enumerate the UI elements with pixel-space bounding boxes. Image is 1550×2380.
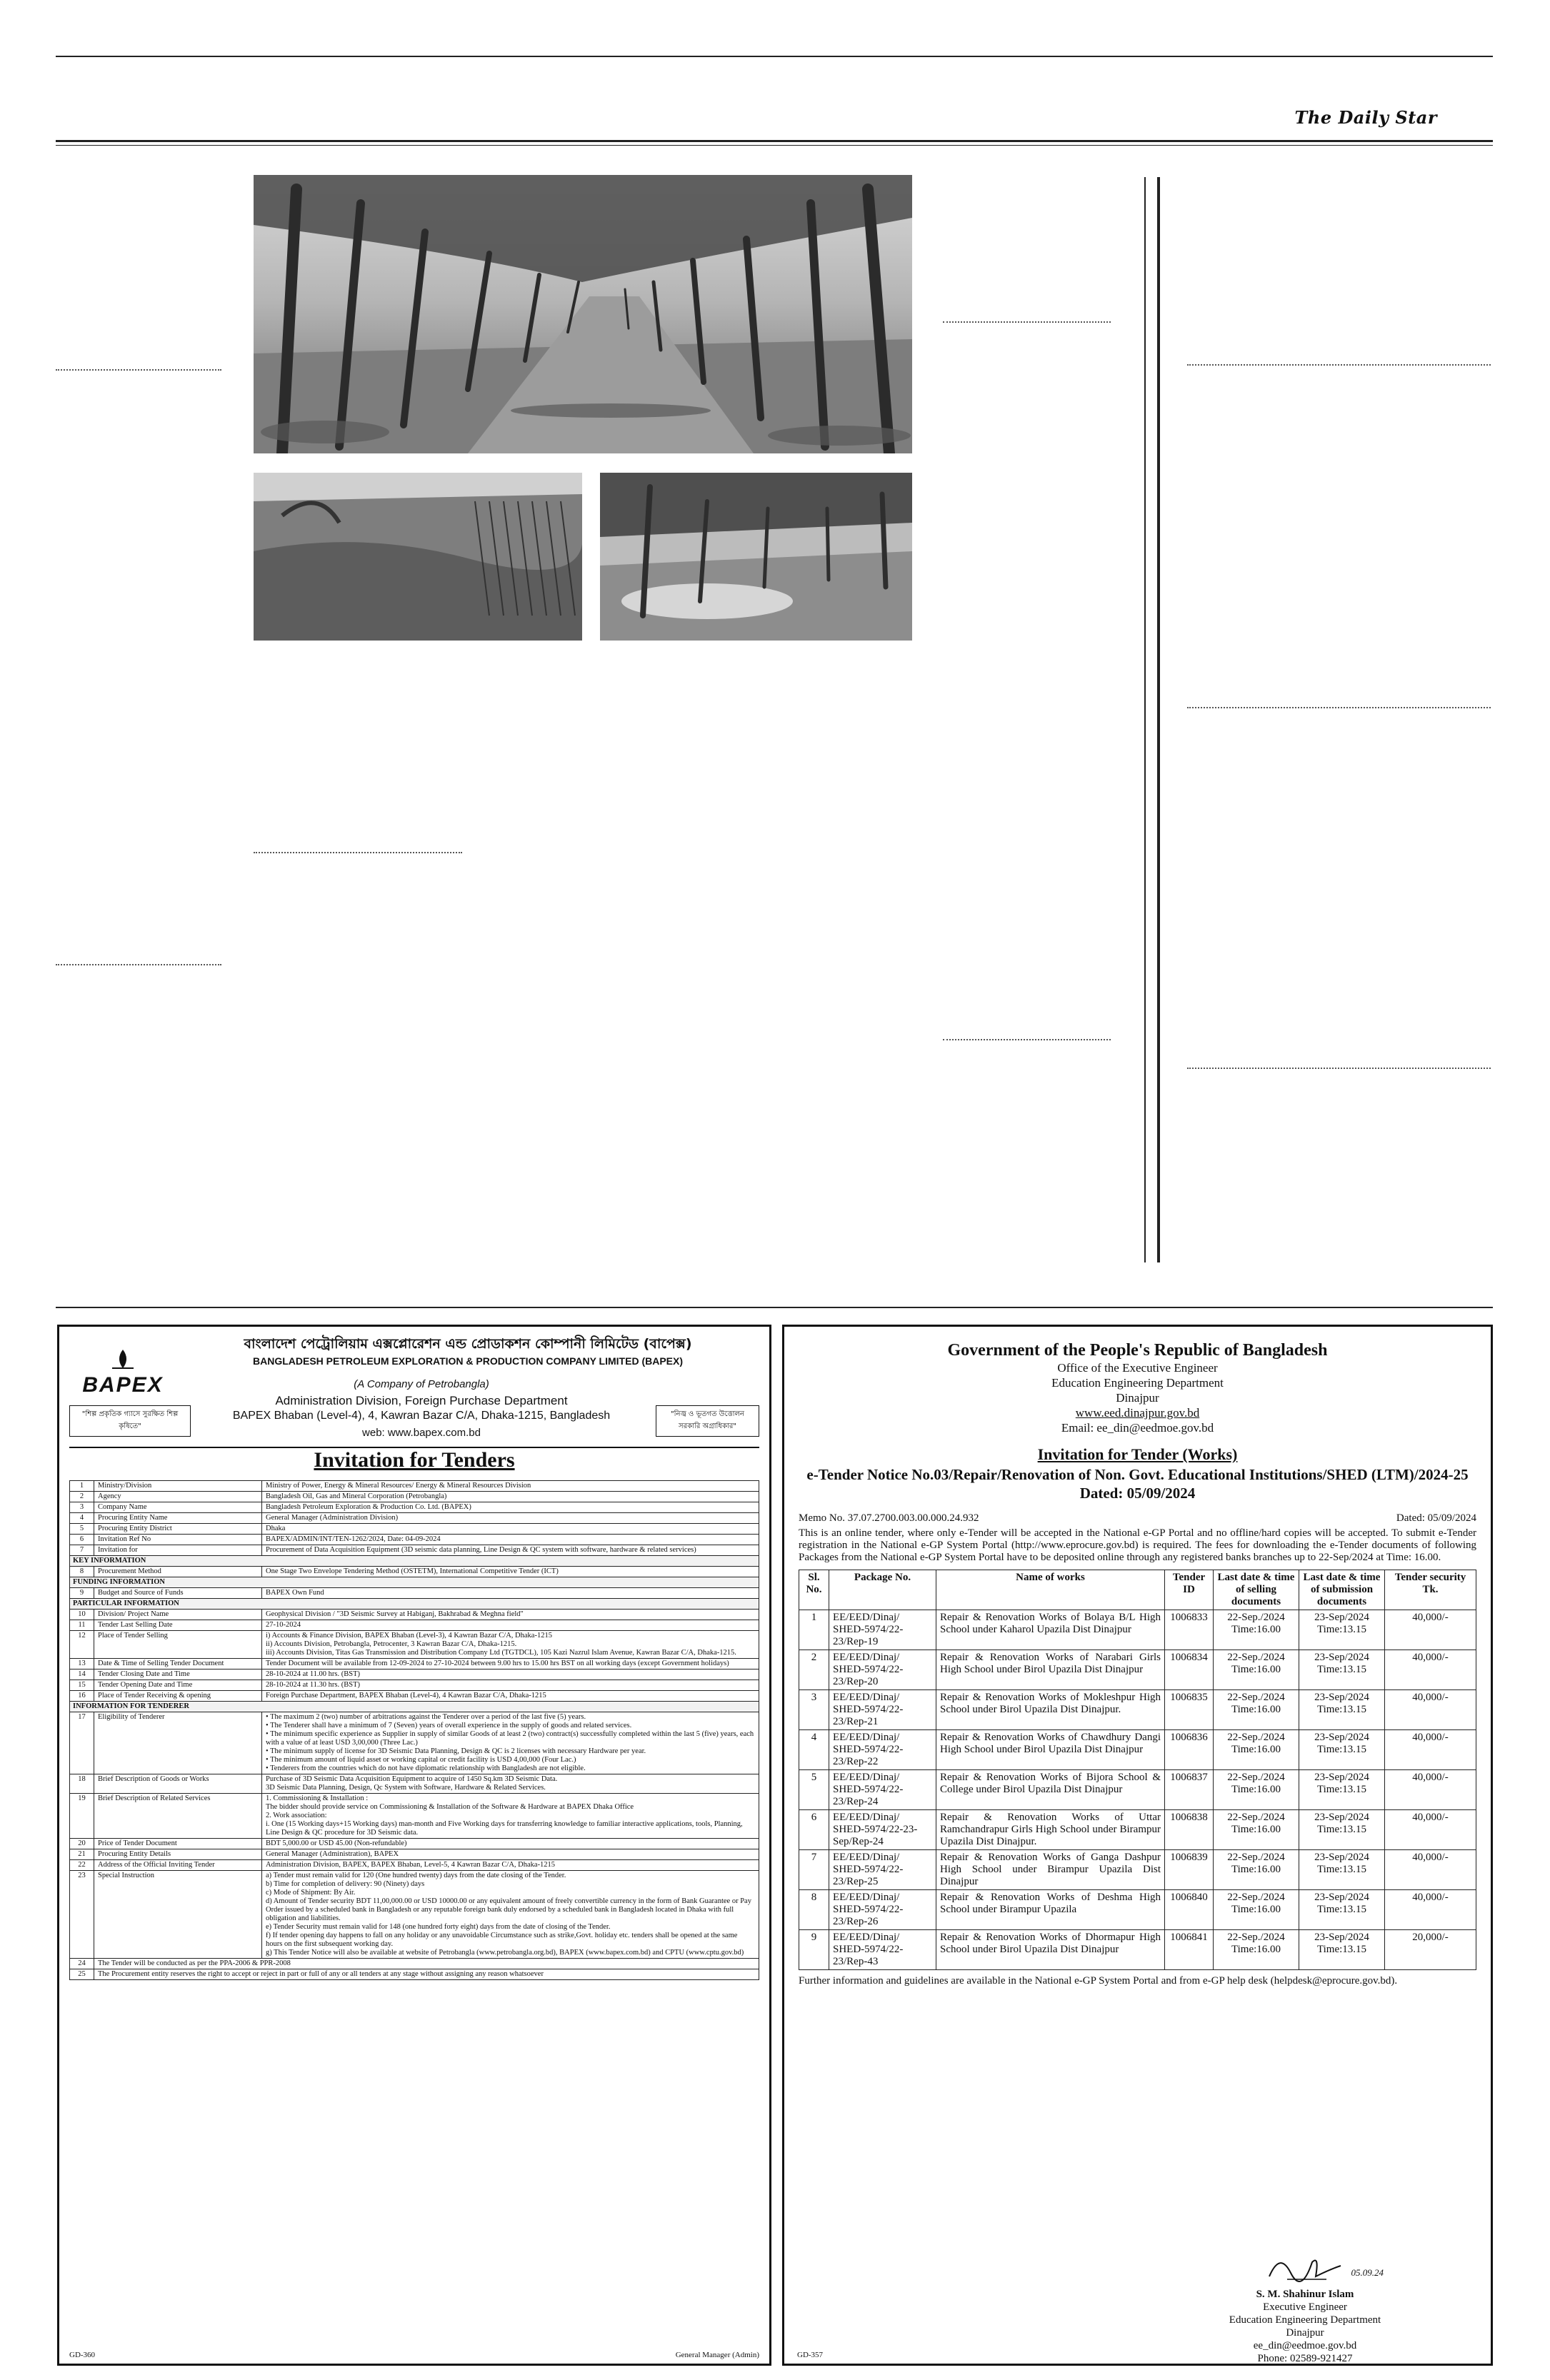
eed-memo-row xyxy=(799,1512,1476,1525)
selling-date-cell: 22-Sep./2024 Time:16.00 xyxy=(1214,1610,1299,1650)
row-number: 23 xyxy=(70,1871,94,1959)
row-key: Procuring Entity Name xyxy=(94,1513,262,1524)
row-value: General Manager (Administration), BAPEX xyxy=(262,1849,759,1860)
table-row xyxy=(799,1770,1476,1810)
security-cell: 40,000/- xyxy=(1385,1850,1476,1890)
serial-cell: 7 xyxy=(799,1850,829,1890)
row-value: BAPEX Own Fund xyxy=(262,1588,759,1599)
selling-date-cell: 22-Sep./2024 Time:16.00 xyxy=(1214,1810,1299,1850)
row-number: 24 xyxy=(70,1959,94,1969)
package-cell: EE/EED/Dinaj/ SHED-5974/22-23/Rep-26 xyxy=(829,1890,936,1930)
bapex-footer-code: GD-360 xyxy=(69,2351,96,2359)
section-header: INFORMATION FOR TENDERER xyxy=(70,1702,759,1712)
eed-further: Further information and guidelines are available in the National e-GP System Portal and from e-GP help desk (helpdesk@eprocure.gov.bd). xyxy=(799,1975,1398,1987)
column-separator xyxy=(1187,364,1491,366)
row-key: Address of the Official Inviting Tender xyxy=(94,1860,262,1871)
row-value: Administration Division, BAPEX, BAPEX Bhaban, Level-5, 4 Kawran Bazar C/A, Dhaka-1215 xyxy=(262,1860,759,1871)
row-key: Tender Last Selling Date xyxy=(94,1620,262,1631)
row-key: Brief Description of Related Services xyxy=(94,1794,262,1839)
eed-footer-code: GD-357 xyxy=(797,2351,824,2359)
table-row xyxy=(70,1774,759,1794)
table-row xyxy=(799,1930,1476,1970)
row-key: Place of Tender Selling xyxy=(94,1631,262,1659)
security-cell: 40,000/- xyxy=(1385,1730,1476,1770)
serial-cell: 3 xyxy=(799,1690,829,1730)
bapex-division: Administration Division, Foreign Purchase Department xyxy=(275,1394,568,1407)
eed-tender-table xyxy=(799,1570,1476,1970)
table-row xyxy=(70,1794,759,1839)
eed-gov: Government of the People's Republic of Bangladesh xyxy=(947,1341,1328,1360)
row-key: Brief Description of Goods or Works xyxy=(94,1774,262,1794)
masthead-rule-1 xyxy=(56,140,1493,142)
tender-id-cell: 1006836 xyxy=(1165,1730,1214,1770)
works-cell: Repair & Renovation Works of Mokleshpur High School under Birol Upazila Dist Dinajpur. xyxy=(936,1690,1165,1730)
works-cell: Repair & Renovation Works of Chawdhury Dangi High School under Birol Upazila Dist Dinajpur xyxy=(936,1730,1165,1770)
bapex-footer xyxy=(69,2351,759,2359)
submission-date-cell: 23-Sep/2024 Time:13.15 xyxy=(1299,1690,1385,1730)
damaged-road-photo-left xyxy=(254,473,582,641)
row-key: Date & Time of Selling Tender Document xyxy=(94,1659,262,1669)
table-row xyxy=(70,1567,759,1577)
col-package: Package No. xyxy=(829,1570,936,1610)
column-separator xyxy=(1187,1068,1491,1069)
row-number: 13 xyxy=(70,1659,94,1669)
row-number: 15 xyxy=(70,1680,94,1691)
section-header: KEY INFORMATION xyxy=(70,1556,759,1567)
row-number: 9 xyxy=(70,1588,94,1599)
row-value: Procurement of Data Acquisition Equipment (3D seismic data planning, Line Design & QC system with software, hardware & related services) xyxy=(262,1545,759,1556)
row-key: Budget and Source of Funds xyxy=(94,1588,262,1599)
bapex-bengali-title: বাংলাদেশ পেট্রোলিয়াম এক্সপ্লোরেশন এন্ড প্রোডাকশন কোম্পানী লিমিটেড (বাপেক্স) xyxy=(244,1336,692,1352)
bapex-header xyxy=(69,1334,759,1473)
submission-date-cell: 23-Sep/2024 Time:13.15 xyxy=(1299,1930,1385,1970)
ads-top-rule xyxy=(56,1307,1493,1308)
row-value: BAPEX/ADMIN/INT/TEN-1262/2024, Date: 04-09-2024 xyxy=(262,1535,759,1545)
row-number: 25 xyxy=(70,1969,94,1980)
col-works: Name of works xyxy=(936,1570,1165,1610)
row-value: 1. Commissioning & Installation : The bidder should provide service on Commissioning & Installation of the Software & Hardware at BAPEX Dhaka Office 2. Work association: i. One (15 Working days+15 Working days) man-month and Five Working days for transferring knowledge to familiar interactive applications, tools, Planning, Line Design & QC procedure for 3D Seismic data. xyxy=(262,1794,759,1839)
table-row xyxy=(70,1513,759,1524)
row-key: The Tender will be conducted as per the PPA-2006 & PPR-2008 xyxy=(94,1959,759,1969)
tender-id-cell: 1006838 xyxy=(1165,1810,1214,1850)
serial-cell: 2 xyxy=(799,1650,829,1690)
bapex-tagline-right: "নিজ্ব ও ভূতগত উত্তোলন সরকারি অগ্রাধিকার" xyxy=(656,1405,759,1437)
submission-date-cell: 23-Sep/2024 Time:13.15 xyxy=(1299,1610,1385,1650)
handwritten-signature xyxy=(1198,2248,1412,2288)
row-value: BDT 5,000.00 or USD 45.00 (Non-refundable) xyxy=(262,1839,759,1849)
tender-id-cell: 1006839 xyxy=(1165,1850,1214,1890)
vertical-column-divider xyxy=(1144,177,1146,1262)
row-key: Procuring Entity Details xyxy=(94,1849,262,1860)
row-value: Ministry of Power, Energy & Mineral Resources/ Energy & Mineral Resources Division xyxy=(262,1481,759,1492)
row-number: 3 xyxy=(70,1502,94,1513)
row-key: Invitation Ref No xyxy=(94,1535,262,1545)
section-header-row xyxy=(70,1556,759,1567)
submission-date-cell: 23-Sep/2024 Time:13.15 xyxy=(1299,1890,1385,1930)
security-cell: 40,000/- xyxy=(1385,1610,1476,1650)
table-row xyxy=(70,1849,759,1860)
row-value: 27-10-2024 xyxy=(262,1620,759,1631)
eed-city: Dinajpur xyxy=(1116,1391,1159,1405)
table-row xyxy=(70,1524,759,1535)
table-row xyxy=(70,1492,759,1502)
masthead-logo: The Daily Star xyxy=(1294,107,1437,128)
row-number: 11 xyxy=(70,1620,94,1631)
tender-id-cell: 1006840 xyxy=(1165,1890,1214,1930)
table-row xyxy=(70,1959,759,1969)
row-key: Invitation for xyxy=(94,1545,262,1556)
eed-website-link[interactable]: www.eed.dinajpur.gov.bd xyxy=(1075,1406,1200,1420)
row-number: 19 xyxy=(70,1794,94,1839)
column-separator xyxy=(1187,707,1491,708)
selling-date-cell: 22-Sep./2024 Time:16.00 xyxy=(1214,1690,1299,1730)
col-sl: Sl. No. xyxy=(799,1570,829,1610)
table-row xyxy=(799,1730,1476,1770)
row-value: 28-10-2024 at 11.00 hrs. (BST) xyxy=(262,1669,759,1680)
table-row xyxy=(70,1610,759,1620)
row-value: One Stage Two Envelope Tendering Method (OSTETM), International Competitive Tender (ICT) xyxy=(262,1567,759,1577)
row-value: Bangladesh Oil, Gas and Mineral Corporation (Petrobangla) xyxy=(262,1492,759,1502)
works-cell: Repair & Renovation Works of Bolaya B/L High School under Kaharol Upazila Dist Dinajpur xyxy=(936,1610,1165,1650)
row-key: Company Name xyxy=(94,1502,262,1513)
submission-date-cell: 23-Sep/2024 Time:13.15 xyxy=(1299,1770,1385,1810)
signer-city: Dinajpur xyxy=(1286,2327,1324,2339)
row-number: 1 xyxy=(70,1481,94,1492)
bapex-footer-sign: General Manager (Admin) xyxy=(675,2351,759,2359)
table-row xyxy=(70,1680,759,1691)
table-row xyxy=(70,1502,759,1513)
section-header-row xyxy=(70,1702,759,1712)
eed-signature-block xyxy=(1198,2248,1412,2365)
row-key: Procurement Method xyxy=(94,1567,262,1577)
table-row xyxy=(70,1669,759,1680)
package-cell: EE/EED/Dinaj/ SHED-5974/22-23/Rep-22 xyxy=(829,1730,936,1770)
row-number: 5 xyxy=(70,1524,94,1535)
serial-cell: 5 xyxy=(799,1770,829,1810)
table-row xyxy=(70,1545,759,1556)
selling-date-cell: 22-Sep./2024 Time:16.00 xyxy=(1214,1850,1299,1890)
section-header-row xyxy=(70,1599,759,1610)
top-rule xyxy=(56,56,1493,57)
signer-title: Executive Engineer xyxy=(1263,2301,1347,2313)
table-row xyxy=(799,1890,1476,1930)
row-value: Dhaka xyxy=(262,1524,759,1535)
eed-dept: Education Engineering Department xyxy=(1051,1376,1224,1390)
security-cell: 40,000/- xyxy=(1385,1650,1476,1690)
eed-email: Email: ee_din@eedmoe.gov.bd xyxy=(1061,1421,1214,1435)
column-separator xyxy=(254,852,462,853)
security-cell: 40,000/- xyxy=(1385,1890,1476,1930)
works-cell: Repair & Renovation Works of Bijora School & College under Birol Upazila Dist Dinajpur xyxy=(936,1770,1165,1810)
package-cell: EE/EED/Dinaj/ SHED-5974/22-23/Rep-43 xyxy=(829,1930,936,1970)
row-number: 17 xyxy=(70,1712,94,1774)
row-value: 28-10-2024 at 11.30 hrs. (BST) xyxy=(262,1680,759,1691)
flooded-tree-lined-road-photo xyxy=(254,175,912,453)
works-cell: Repair & Renovation Works of Ganga Dashpur High School under Birampur Upazila Dist Dinajpur xyxy=(936,1850,1165,1890)
waterlogged-road-photo-right xyxy=(600,473,912,641)
serial-cell: 4 xyxy=(799,1730,829,1770)
serial-cell: 6 xyxy=(799,1810,829,1850)
eed-office: Office of the Executive Engineer xyxy=(1057,1361,1218,1375)
row-number: 8 xyxy=(70,1567,94,1577)
works-cell: Repair & Renovation Works of Uttar Ramchandrapur Girls High School under Birampur Upazila Dist Dinajpur. xyxy=(936,1810,1165,1850)
column-separator xyxy=(943,321,1111,323)
row-value: General Manager (Administration Division) xyxy=(262,1513,759,1524)
section-header-row xyxy=(70,1577,759,1588)
eed-intro: This is an online tender, where only e-Tender will be accepted in the National e-GP Portal and no offline/hard copies will be accepted. To submit e-Tender registration in the National e-GP System Portal (http://www.eprocure.gov.bd) is required. The fees for downloading the e-Tender documents of following Packages from the National e-GP System Portal have to be deposited online through any registered banks branches up to 22-Sep/2024 at Time: 16.00. xyxy=(799,1527,1476,1563)
row-key: Agency xyxy=(94,1492,262,1502)
tender-id-cell: 1006833 xyxy=(1165,1610,1214,1650)
submission-date-cell: 23-Sep/2024 Time:13.15 xyxy=(1299,1650,1385,1690)
row-key: Special Instruction xyxy=(94,1871,262,1959)
table-row xyxy=(799,1810,1476,1850)
serial-cell: 9 xyxy=(799,1930,829,1970)
bapex-heading: Invitation for Tenders xyxy=(314,1448,515,1472)
row-value: i) Accounts & Finance Division, BAPEX Bhaban (Level-3), 4 Kawran Bazar C/A, Dhaka-1215 ii) Accounts Division, Petrobangla, Petrocenter, 3 Kawran Bazar C/A, Dhaka-1215. iii) Accounts Division, Titas Gas Transmission and Distribution Company Ltd (TGTDCL), 105 Kazi Nazrul Islam Avenue, Kawran Bazar C/A, Dhaka-1215. xyxy=(262,1631,759,1659)
row-value: Bangladesh Petroleum Exploration & Production Co. Ltd. (BAPEX) xyxy=(262,1502,759,1513)
submission-date-cell: 23-Sep/2024 Time:13.15 xyxy=(1299,1810,1385,1850)
row-value: Geophysical Division / "3D Seismic Survey at Habiganj, Bakhrabad & Meghna field" xyxy=(262,1610,759,1620)
selling-date-cell: 22-Sep./2024 Time:16.00 xyxy=(1214,1650,1299,1690)
column-separator xyxy=(56,369,221,371)
section-header: FUNDING INFORMATION xyxy=(70,1577,759,1588)
package-cell: EE/EED/Dinaj/ SHED-5974/22-23/Rep-20 xyxy=(829,1650,936,1690)
bapex-tender-table xyxy=(69,1480,759,1980)
table-row xyxy=(70,1659,759,1669)
tender-id-cell: 1006835 xyxy=(1165,1690,1214,1730)
col-security: Tender security Tk. xyxy=(1385,1570,1476,1610)
tender-id-cell: 1006841 xyxy=(1165,1930,1214,1970)
bapex-flame-icon xyxy=(98,1348,148,1370)
column-separator xyxy=(56,964,221,965)
row-number: 21 xyxy=(70,1849,94,1860)
signature-scribble xyxy=(1262,2248,1348,2285)
eed-dated: Dated: 05/09/2024 xyxy=(1396,1512,1476,1524)
tender-id-cell: 1006837 xyxy=(1165,1770,1214,1810)
table-row xyxy=(70,1712,759,1774)
security-cell: 40,000/- xyxy=(1385,1770,1476,1810)
security-cell: 40,000/- xyxy=(1385,1690,1476,1730)
bapex-english-title: BANGLADESH PETROLEUM EXPLORATION & PRODUCTION COMPANY LIMITED (BAPEX) xyxy=(252,1355,683,1367)
tender-id-cell: 1006834 xyxy=(1165,1650,1214,1690)
security-cell: 40,000/- xyxy=(1385,1810,1476,1850)
package-cell: EE/EED/Dinaj/ SHED-5974/22-23/Rep-21 xyxy=(829,1690,936,1730)
table-row xyxy=(70,1839,759,1849)
row-key: Price of Tender Document xyxy=(94,1839,262,1849)
row-key: Procuring Entity District xyxy=(94,1524,262,1535)
submission-date-cell: 23-Sep/2024 Time:13.15 xyxy=(1299,1730,1385,1770)
row-value: Purchase of 3D Seismic Data Acquisition Equipment to acquire of 1450 Sq.km 3D Seismic Data. 3D Seismic Data Planning, Design, Qc System with Software, Hardware & Related Services. xyxy=(262,1774,759,1794)
signer-email: ee_din@eedmoe.gov.bd xyxy=(1253,2340,1357,2351)
table-row xyxy=(70,1481,759,1492)
serial-cell: 8 xyxy=(799,1890,829,1930)
table-row xyxy=(70,1691,759,1702)
row-number: 2 xyxy=(70,1492,94,1502)
table-row xyxy=(70,1969,759,1980)
col-tender-id: Tender ID xyxy=(1165,1570,1214,1610)
row-number: 22 xyxy=(70,1860,94,1871)
row-key: Ministry/Division xyxy=(94,1481,262,1492)
row-value: a) Tender must remain valid for 120 (One hundred twenty) days from the date closing of the Tender. b) Time for completion of delivery: 90 (Ninety) days c) Mode of Shipment: By Air. d) Amount of Tender security BDT 11,00,000.00 or USD 10000.00 or any equivalent amount of freely convertible currency in the form of Bank Guarantee or Pay Order issued by a scheduled bank in Bangladesh or any reputable foreign bank duly endorsed by a scheduled bank in Bangladesh located in Dhaka with full obligation and liabilities. e) Tender Security must remain valid for 148 (one hundred forty eight) days from the date of closing of the Tender. f) If tender opening day happens to fall on any holiday or any unavoidable Circumstance such as strike,Govt. holiday etc. tenders shall be opened at the same hours on the first subsequent working day. g) This Tender Notice will also be available at website of Petrobangla (www.petrobangla.org.bd), BAPEX (www.bapex.com.bd) and CPTU (www.cptu.gov.bd) xyxy=(262,1871,759,1959)
row-key: Division/ Project Name xyxy=(94,1610,262,1620)
bapex-logo: BAPEX xyxy=(69,1348,176,1397)
row-number: 14 xyxy=(70,1669,94,1680)
table-row xyxy=(70,1871,759,1959)
eed-title: Invitation for Tender (Works) xyxy=(1037,1445,1238,1463)
masthead-rule-2 xyxy=(56,145,1493,146)
row-key: Eligibility of Tenderer xyxy=(94,1712,262,1774)
row-number: 4 xyxy=(70,1513,94,1524)
table-row xyxy=(70,1620,759,1631)
selling-date-cell: 22-Sep./2024 Time:16.00 xyxy=(1214,1730,1299,1770)
package-cell: EE/EED/Dinaj/ SHED-5974/22-23-Sep/Rep-24 xyxy=(829,1810,936,1850)
works-cell: Repair & Renovation Works of Deshma High School under Birampur Upazila xyxy=(936,1890,1165,1930)
column-separator xyxy=(943,1039,1111,1040)
submission-date-cell: 23-Sep/2024 Time:13.15 xyxy=(1299,1850,1385,1890)
signature-date: 05.09.24 xyxy=(1351,2267,1384,2278)
row-key: Tender Closing Date and Time xyxy=(94,1669,262,1680)
signer-name: S. M. Shahinur Islam xyxy=(1256,2289,1354,2300)
eed-memo: Memo No. 37.07.2700.003.00.000.24.932 xyxy=(799,1512,979,1524)
eed-notice: e-Tender Notice No.03/Repair/Renovation of Non. Govt. Educational Institutions/SHED (LTM)/2024-25 Dated: 05/09/2024 xyxy=(806,1466,1469,1502)
bapex-address: BAPEX Bhaban (Level-4), 4, Kawran Bazar C/A, Dhaka-1215, Bangladesh xyxy=(232,1410,611,1422)
row-number: 7 xyxy=(70,1545,94,1556)
signer-phone: Phone: 02589-921427 xyxy=(1257,2353,1353,2364)
section-header: PARTICULAR INFORMATION xyxy=(70,1599,759,1610)
row-number: 16 xyxy=(70,1691,94,1702)
row-value: Tender Document will be available from 12-09-2024 to 27-10-2024 between 9.00 hrs to 15.00 hrs BST on all working days (except Government holidays) xyxy=(262,1659,759,1669)
table-row xyxy=(70,1631,759,1659)
row-number: 12 xyxy=(70,1631,94,1659)
row-number: 18 xyxy=(70,1774,94,1794)
table-row xyxy=(799,1610,1476,1650)
col-selling-date: Last date & time of selling documents xyxy=(1214,1570,1299,1610)
table-row xyxy=(799,1690,1476,1730)
selling-date-cell: 22-Sep./2024 Time:16.00 xyxy=(1214,1770,1299,1810)
row-key: Tender Opening Date and Time xyxy=(94,1680,262,1691)
eed-tender-ad xyxy=(782,1325,1493,2366)
row-key: Place of Tender Receiving & opening xyxy=(94,1691,262,1702)
package-cell: EE/EED/Dinaj/ SHED-5974/22-23/Rep-19 xyxy=(829,1610,936,1650)
signer-dept: Education Engineering Department xyxy=(1229,2314,1381,2326)
col-submission-date: Last date & time of submission documents xyxy=(1299,1570,1385,1610)
row-key: The Procurement entity reserves the right to accept or reject in part or full of any or all tenders at any stage without assigning any reason whatsoever xyxy=(94,1969,759,1980)
table-row xyxy=(70,1588,759,1599)
bapex-tagline-left: "শিল্প প্রকৃতিক গ্যাসে সুরক্ষিত শিল্প কৃষিতে" xyxy=(69,1405,191,1437)
bapex-company-of: (A Company of Petrobangla) xyxy=(354,1378,489,1390)
bapex-web: web: www.bapex.com.bd xyxy=(362,1427,481,1439)
row-value: • The maximum 2 (two) number of arbitrations against the Tenderer over a period of the last five (5) years. • The Tenderer shall have a minimum of 7 (Seven) years of overall experience in the supply of goods and related services. • The minimum specific experience as Supplier in supply of similar Goods of at least 2 (two) contract(s) successfully completed within the last 5 (five) years, each with a value of at least USD 3,00,000 (Three Lac.) • The minimum supply of license for 3D Seismic Data Planning, Design & QC is 2 licenses with necessary Hardware per year. • The minimum amount of liquid asset or working capital or credit facility is USD 4,00,000 (Four Lac.) • Tenderers from the countries which do not have diplomatic relationship with Bangladesh are not eligible. xyxy=(262,1712,759,1774)
serial-cell: 1 xyxy=(799,1610,829,1650)
works-cell: Repair & Renovation Works of Narabari Girls High School under Birol Upazila Dist Dinajpur xyxy=(936,1650,1165,1690)
package-cell: EE/EED/Dinaj/ SHED-5974/22-23/Rep-25 xyxy=(829,1850,936,1890)
row-number: 10 xyxy=(70,1610,94,1620)
selling-date-cell: 22-Sep./2024 Time:16.00 xyxy=(1214,1890,1299,1930)
table-row xyxy=(70,1860,759,1871)
row-value: Foreign Purchase Department, BAPEX Bhaban (Level-4), 4 Kawran Bazar C/A, Dhaka-1215 xyxy=(262,1691,759,1702)
table-row xyxy=(799,1850,1476,1890)
bapex-tender-ad xyxy=(57,1325,771,2366)
vertical-column-divider xyxy=(1157,177,1160,1262)
works-cell: Repair & Renovation Works of Dhormapur High School under Birol Upazila Dist Dinajpur xyxy=(936,1930,1165,1970)
row-number: 6 xyxy=(70,1535,94,1545)
table-row xyxy=(70,1535,759,1545)
package-cell: EE/EED/Dinaj/ SHED-5974/22-23/Rep-24 xyxy=(829,1770,936,1810)
security-cell: 20,000/- xyxy=(1385,1930,1476,1970)
row-number: 20 xyxy=(70,1839,94,1849)
table-row xyxy=(799,1650,1476,1690)
selling-date-cell: 22-Sep./2024 Time:16.00 xyxy=(1214,1930,1299,1970)
